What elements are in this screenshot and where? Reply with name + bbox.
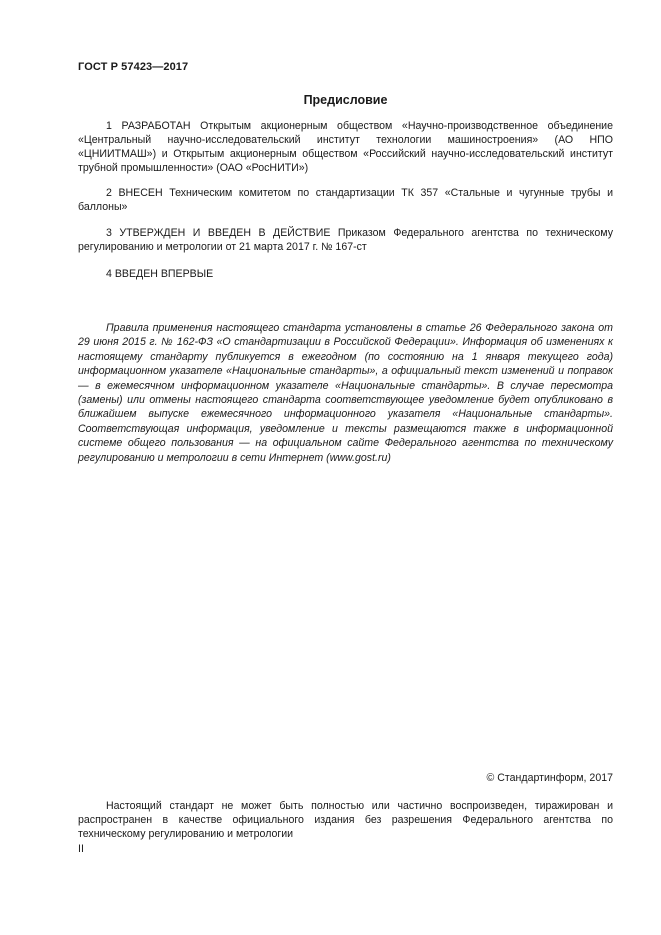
reproduction-restriction: Настоящий стандарт не может быть полностью или частично воспроизведен, тиражирован и распространен в качестве официального издания без разрешения Федерального агентства по техническому регулированию и метрологии <box>78 800 613 840</box>
preface-item-first-introduced: 4 ВВЕДЕН ВПЕРВЫЕ <box>106 268 214 280</box>
preface-item-introduced: 2 ВНЕСЕН Техническим комитетом по стандартизации ТК 357 «Стальные и чугунные трубы и баллоны» <box>78 187 613 213</box>
preface-item-approved: 3 УТВЕРЖДЕН И ВВЕДЕН В ДЕЙСТВИЕ Приказом Федерального агентства по техническому регулированию и метрологии от 21 марта 2017 г. № 167-ст <box>78 227 613 253</box>
preface-title: Предисловие <box>303 93 388 107</box>
application-rules-notice: Правила применения настоящего стандарта установлены в статье 26 Федерального закона от 29 июня 2015 г. № 162-ФЗ «О стандартизации в Российской Федерации». Информация об изменениях к настоящему стандарту публикуется в ежегодном (по состоянию на 1 января текущего года) информационном указателе «Национальные стандарты», а официальный текст изменений и поправок — в ежемесячном информационном указателе «Национальные стандарты». В случае пересмотра (замены) или отмены настоящего стандарта соответствующее уведомление будет опубликовано в ближайшем выпуске ежемесячного информационного указателя «Национальные стандарты». Соответствующая информация, уведомление и тексты размещаются также в информационной системе общего пользования — на официальном сайте Федерального агентства по техническому регулированию и метрологии в сети Интернет (www.gost.ru) <box>78 322 613 464</box>
preface-item-developed: 1 РАЗРАБОТАН Открытым акционерным обществом «Научно-производственное объединение «Центральный научно-исследовательский институт технологии машиностроения» (АО НПО «ЦНИИТМАШ») и Открытым акционерным обществом «Российский научно-исследовательский институт трубной промышленности» (ОАО «РосНИТИ») <box>78 120 613 174</box>
document-code: ГОСТ Р 57423—2017 <box>78 61 189 73</box>
page-number: II <box>78 843 84 855</box>
copyright-notice: © Стандартинформ, 2017 <box>486 772 613 784</box>
